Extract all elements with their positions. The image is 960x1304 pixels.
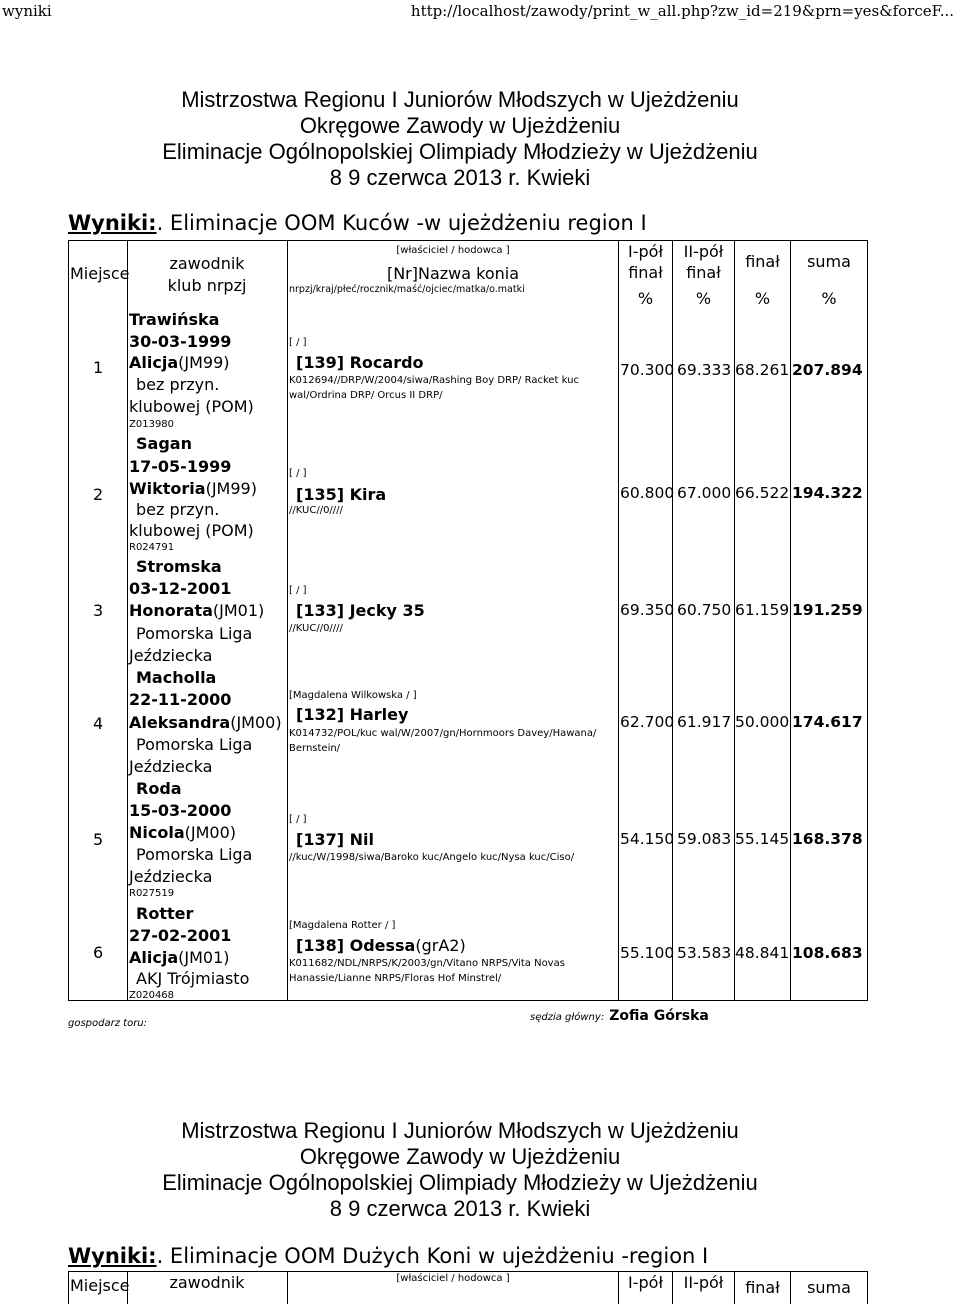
chief-judge	[530, 1005, 709, 1024]
rider-id: R024791	[129, 542, 175, 553]
event-title-2: Okręgowe Zawody w Ujeżdżeniu	[299, 113, 621, 138]
score-final: 61.159	[735, 601, 790, 619]
score-semi2: 67.000	[677, 484, 732, 502]
rider-club-2: klubowej (POM)	[129, 521, 254, 540]
header-pct-semi2: %	[695, 289, 712, 308]
place: 4	[93, 714, 104, 733]
rider-club: AKJ Trójmiasto	[136, 969, 250, 988]
browser-page-title: wyniki	[2, 2, 52, 20]
header2-semi1: I-pół	[628, 1273, 663, 1292]
place: 5	[93, 830, 104, 849]
score-semi1: 60.800	[620, 484, 675, 502]
header-pct-final: %	[754, 289, 771, 308]
event2-title-3: Eliminacje Ogólnopolskiej Olimpiady Młodzieży w Ujeżdżeniu	[162, 1170, 758, 1195]
header-semi2-final: finał	[686, 263, 721, 282]
horse-owner: [Magdalena Rotter / ]	[289, 920, 396, 931]
judge-label: sędzia główny:	[530, 1012, 605, 1023]
rider-id: R027519	[129, 888, 175, 899]
horse-details: //kuc/W/1998/siwa/Baroko kuc/Angelo kuc/Nysa kuc/Ciso/	[289, 852, 575, 863]
score-semi2: 59.083	[677, 830, 732, 848]
rider-name: Alicja(JM99)	[129, 353, 230, 372]
horse-details: //KUC//0////	[289, 505, 343, 516]
header2-place: Miejsce	[70, 1276, 130, 1295]
header-horse-details: nrpzj/kraj/płeć/rocznik/maść/ojciec/matka/o.matki	[289, 284, 525, 295]
score-final: 55.145	[735, 830, 790, 848]
event2-title-4: 8 9 czerwca 2013 r. Kwieki	[329, 1196, 591, 1221]
event2-title-2: Okręgowe Zawody w Ujeżdżeniu	[299, 1144, 621, 1169]
rider-name: Wiktoria(JM99)	[129, 479, 257, 498]
rider-club: Pomorska Liga	[136, 624, 253, 643]
score-semi1: 62.700	[620, 713, 675, 731]
score-semi1: 69.350	[620, 601, 675, 619]
score-sum: 194.322	[792, 484, 863, 502]
rider-id: Z020468	[129, 990, 175, 1001]
horse-details: K011682/NDL/NRPS/K/2003/gn/Vitano NRPS/Vita Novas	[289, 958, 565, 969]
score-sum: 168.378	[792, 830, 863, 848]
header-horse: [Nr]Nazwa konia	[386, 264, 520, 283]
score-final: 68.261	[735, 361, 790, 379]
horse-owner: [Magdalena Wilkowska / ]	[289, 690, 417, 701]
header-final: finał	[745, 252, 780, 271]
rider-name: Alicja(JM01)	[129, 948, 230, 967]
header-pct-sum: %	[821, 289, 837, 308]
rider-name: Aleksandra(JM00)	[129, 713, 282, 732]
rider-id: Z013980	[129, 419, 175, 430]
rider-club: bez przyn.	[136, 500, 220, 519]
horse-owner: [ / ]	[289, 337, 307, 348]
results2-label: Wyniki:	[68, 1244, 157, 1268]
horse-details-2: Bernstein/	[289, 743, 341, 754]
header-owner: [właściciel / hodowca ]	[396, 245, 510, 256]
rider-club: Pomorska Liga	[136, 735, 253, 754]
score-semi1: 70.300	[620, 361, 675, 379]
horse-name: [135] Kira	[296, 485, 387, 504]
header2-sum: suma	[807, 1278, 851, 1297]
judge-name: Zofia Górska	[609, 1008, 709, 1024]
rider-dob: 17-05-1999	[129, 457, 232, 476]
rider-surname: Roda	[136, 779, 182, 798]
rider-surname: Sagan	[136, 434, 192, 453]
results-title: . Eliminacje OOM Kuców -w ujeżdżeniu region I	[156, 211, 647, 235]
header-club: klub nrpzj	[167, 276, 247, 295]
horse-owner: [ / ]	[289, 585, 307, 596]
score-semi2: 53.583	[677, 944, 732, 962]
header-place: Miejsce	[70, 264, 130, 283]
event-title-4: 8 9 czerwca 2013 r. Kwieki	[329, 165, 591, 190]
header2-semi2: II-pół	[683, 1273, 724, 1292]
results-heading	[68, 211, 647, 235]
results2-heading	[68, 1244, 708, 1268]
rider-surname: Rotter	[136, 904, 194, 923]
rider-club-2: Jeździecka	[129, 867, 213, 886]
score-final: 66.522	[735, 484, 790, 502]
horse-name: [139] Rocardo	[296, 353, 424, 372]
rider-surname: Stromska	[136, 557, 222, 576]
header-rider: zawodnik	[169, 254, 245, 273]
rider-dob: 30-03-1999	[129, 332, 232, 351]
score-final: 50.000	[735, 713, 790, 731]
header2-final: finał	[745, 1278, 780, 1297]
score-semi1: 54.150	[620, 830, 675, 848]
horse-owner: [ / ]	[289, 814, 307, 825]
rider-club: Pomorska Liga	[136, 845, 253, 864]
score-sum: 174.617	[792, 713, 863, 731]
rider-club-2: klubowej (POM)	[129, 397, 254, 416]
rider-surname: Macholla	[136, 668, 217, 687]
place: 6	[93, 943, 104, 962]
host-label: gospodarz toru:	[68, 1018, 148, 1029]
rider-club-2: Jeździecka	[129, 757, 213, 776]
horse-name: [132] Harley	[296, 705, 409, 724]
score-semi2: 61.917	[677, 713, 732, 731]
rider-dob: 03-12-2001	[129, 579, 232, 598]
results2-title: . Eliminacje OOM Dużych Koni w ujeżdżeniu -region I	[156, 1244, 709, 1268]
rider-dob: 22-11-2000	[129, 690, 232, 709]
rider-dob: 27-02-2001	[129, 926, 232, 945]
header-pct-semi1: %	[637, 289, 654, 308]
score-semi1: 55.100	[620, 944, 675, 962]
horse-name: [138] Odessa(grA2)	[296, 936, 466, 955]
horse-owner: [ / ]	[289, 468, 307, 479]
horse-details: K014732/POL/kuc wal/W/2007/gn/Hornmoors Davey/Hawana/	[289, 728, 597, 739]
event2-title-1: Mistrzostwa Regionu I Juniorów Młodszych w Ujeżdżeniu	[181, 1118, 739, 1143]
header2-owner: [właściciel / hodowca ]	[396, 1273, 510, 1284]
header-semi2: II-pół	[683, 242, 724, 261]
horse-details: //KUC//0////	[289, 623, 343, 634]
header-semi1: I-pół	[628, 242, 663, 261]
horse-details-2: Hanassie/Lianne NRPS/Floras Hof Minstrel/	[289, 973, 502, 984]
score-final: 48.841	[735, 944, 790, 962]
rider-club: bez przyn.	[136, 375, 220, 394]
event-title-3: Eliminacje Ogólnopolskiej Olimpiady Młodzieży w Ujeżdżeniu	[162, 139, 758, 164]
event-title-1: Mistrzostwa Regionu I Juniorów Młodszych w Ujeżdżeniu	[181, 87, 739, 112]
results-label: Wyniki:	[68, 211, 157, 235]
place: 3	[93, 601, 104, 620]
score-semi2: 69.333	[677, 361, 732, 379]
horse-name: [137] Nil	[296, 830, 374, 849]
rider-dob: 15-03-2000	[129, 801, 232, 820]
score-semi2: 60.750	[677, 601, 732, 619]
horse-details: K012694//DRP/W/2004/siwa/Rashing Boy DRP/ Racket kuc	[289, 375, 579, 386]
header2-rider: zawodnik	[169, 1273, 245, 1292]
header-sum: suma	[807, 252, 851, 271]
header-semi1-final: finał	[628, 263, 663, 282]
rider-name: Honorata(JM01)	[129, 601, 265, 620]
horse-details-2: wal/Ordrina DRP/ Orcus II DRP/	[289, 390, 443, 401]
rider-surname: Trawińska	[129, 310, 220, 329]
rider-name: Nicola(JM00)	[129, 823, 237, 842]
place: 2	[93, 485, 104, 504]
score-sum: 191.259	[792, 601, 863, 619]
rider-club-2: Jeździecka	[129, 646, 213, 665]
horse-name: [133] Jecky 35	[296, 601, 425, 620]
score-sum: 207.894	[792, 361, 863, 379]
score-sum: 108.683	[792, 944, 863, 962]
place: 1	[93, 358, 104, 377]
browser-url: http://localhost/zawody/print_w_all.php?zw_id=219&prn=yes&forceF...	[410, 2, 954, 20]
